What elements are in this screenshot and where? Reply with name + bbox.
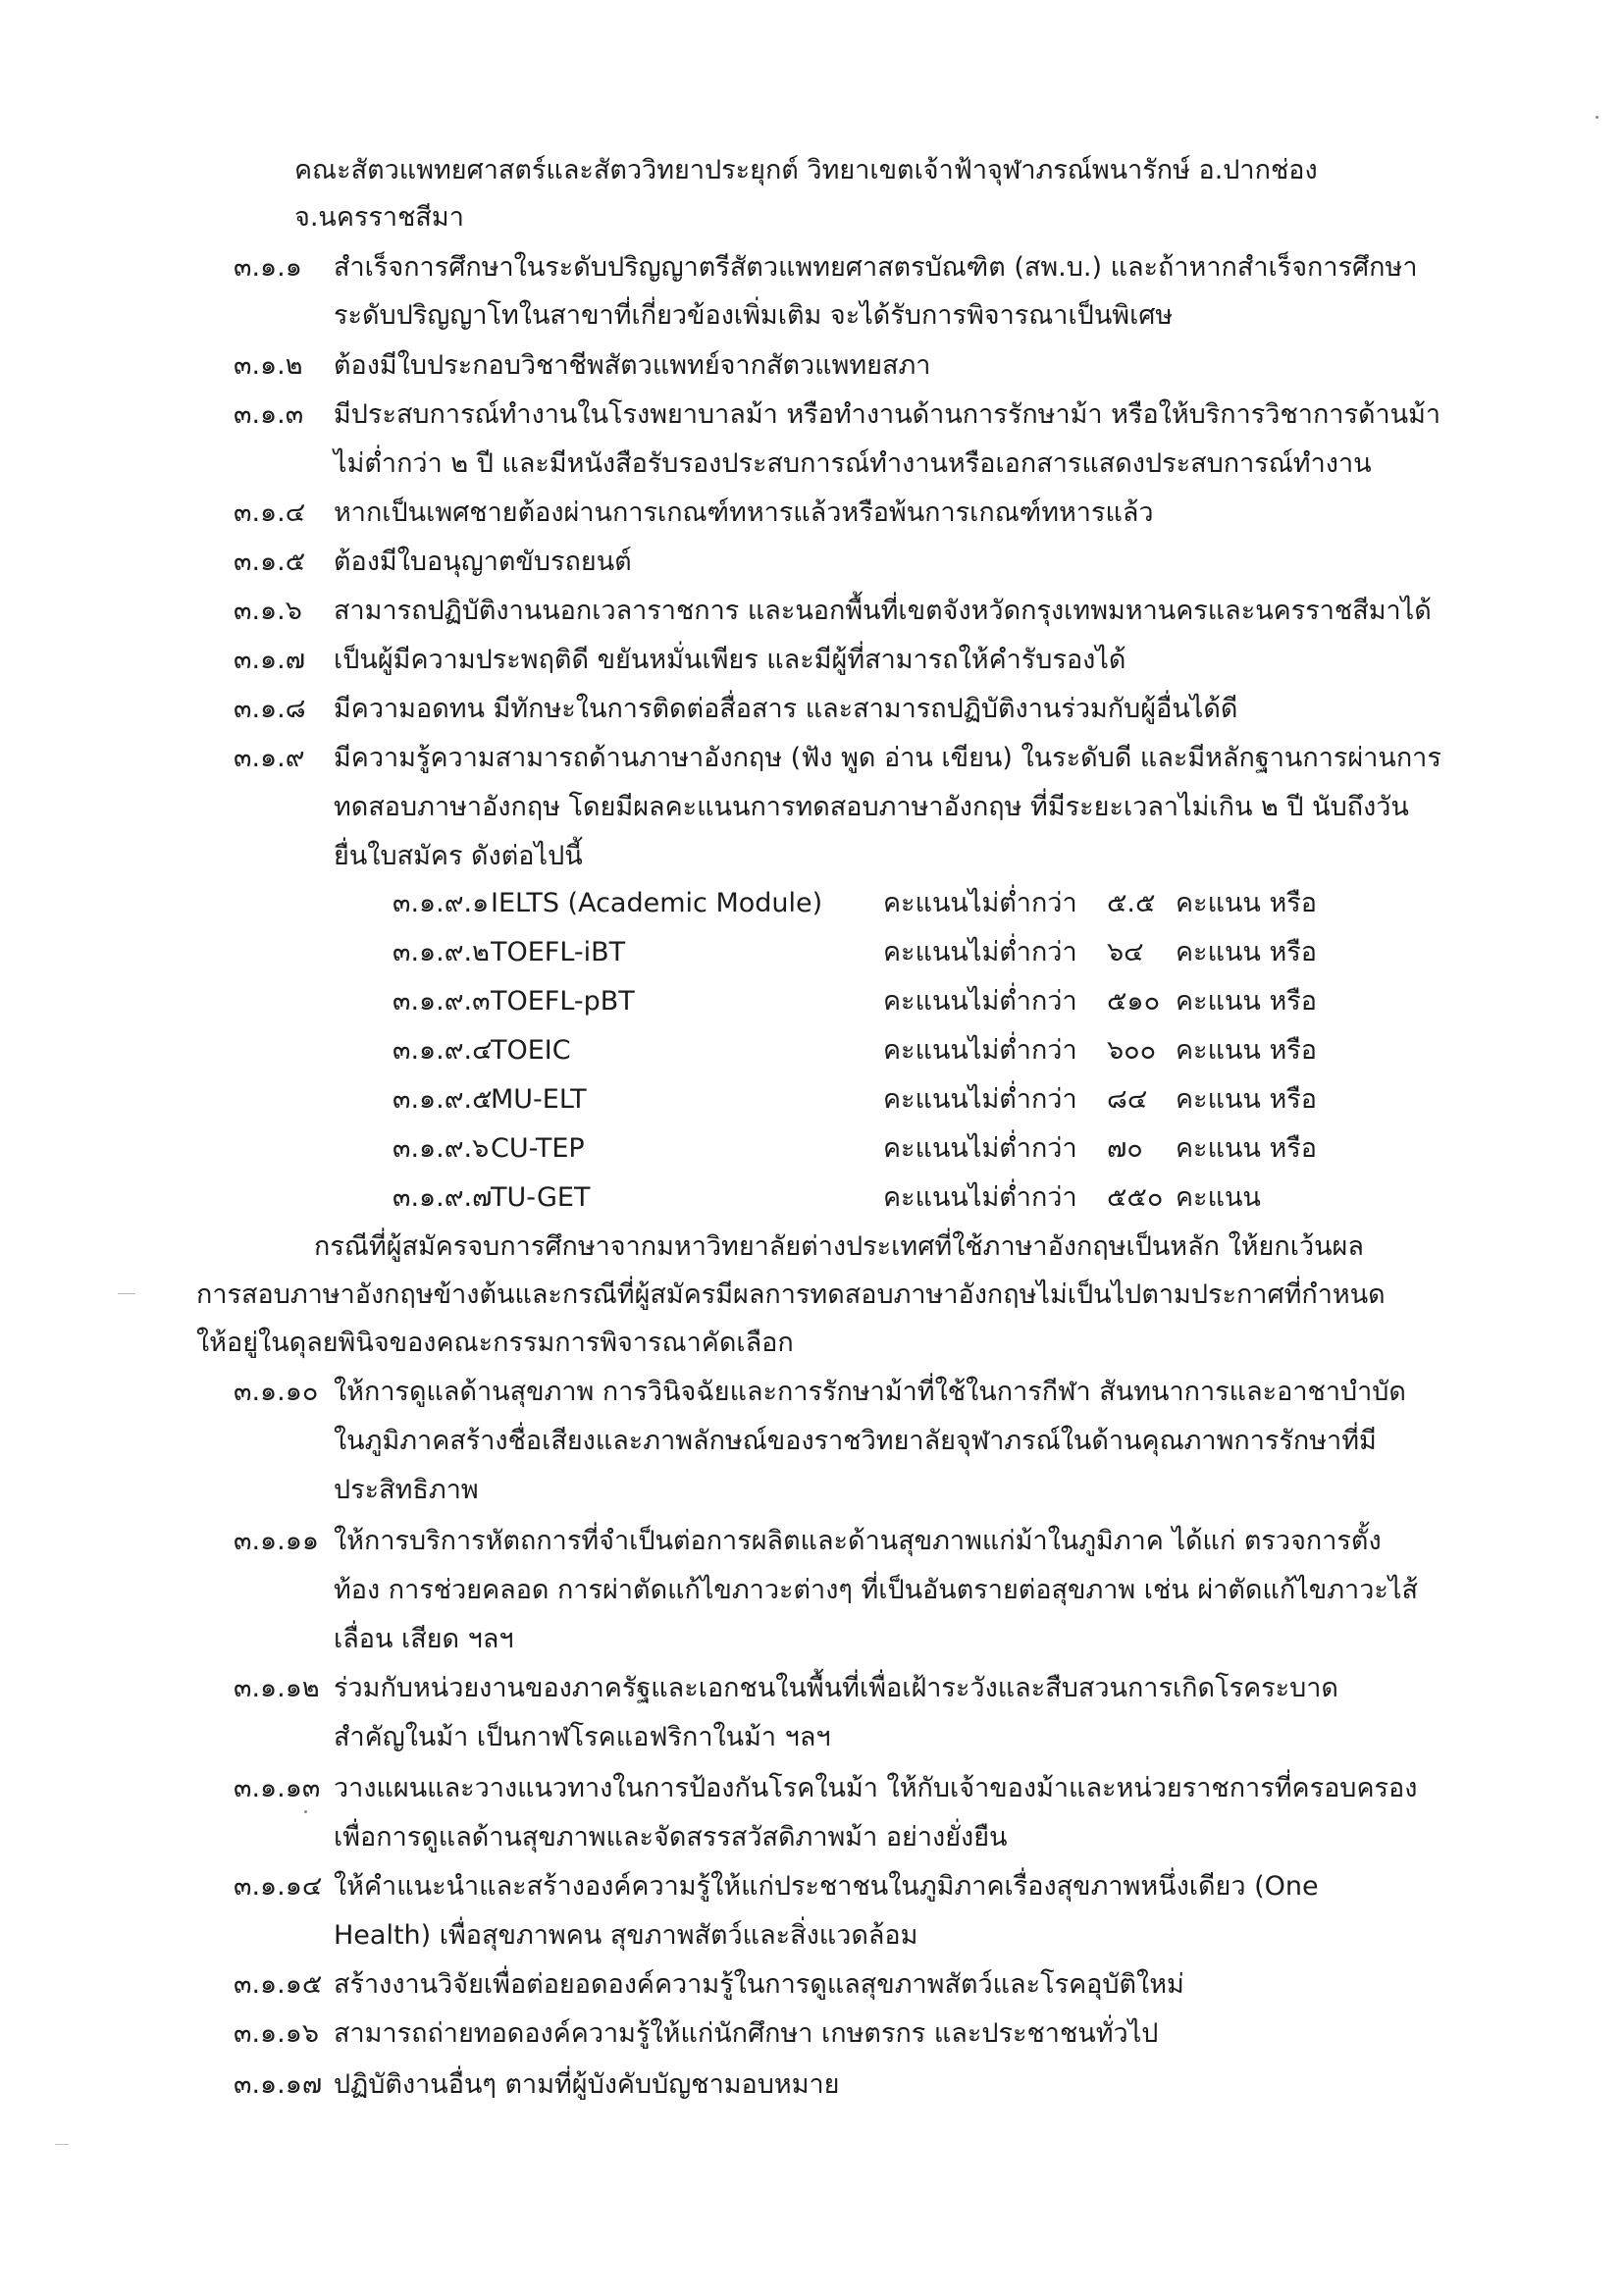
test-name: IELTS (Academic Module) — [491, 888, 823, 918]
test-score: ๕๑๐ — [1107, 986, 1161, 1017]
item-number: ๓.๑.๙ — [234, 743, 305, 773]
item-text: ต้องมีใบอนุญาตขับรถยนต์ — [334, 547, 632, 577]
item-text: ท้อง การช่วยคลอด การผ่าตัดแก้ไขภาวะต่างๆ ที่เป็นอันตรายต่อสุขภาพ เช่น ผ่าตัดแก้ไขภาวะไส้ — [334, 1575, 1418, 1605]
item-number: ๓.๑.๑๖ — [234, 2018, 320, 2049]
item-number: ๓.๑.๑๗ — [234, 2069, 323, 2100]
item-text: ปฏิบัติงานอื่นๆ ตามที่ผู้บังคับบัญชามอบหมาย — [334, 2069, 840, 2100]
test-score-prefix: คะแนนไม่ต่ำกว่า — [883, 1133, 1077, 1164]
test-number: ๓.๑.๙.๗ — [393, 1182, 493, 1213]
item-text: มีความรู้ความสามารถด้านภาษาอังกฤษ (ฟัง พูด อ่าน เขียน) ในระดับดี และมีหลักฐานการผ่านการ — [334, 743, 1441, 773]
item-text: สามารถปฏิบัติงานนอกเวลาราชการ และนอกพื้นที่เขตจังหวัดกรุงเทพมหานครและนครราชสีมาได้ — [334, 596, 1432, 626]
item-number: ๓.๑.๑๔ — [234, 1871, 323, 1902]
intro-line: จ.นครราชสีมา — [294, 202, 464, 233]
item-text: สำเร็จการศึกษาในระดับปริญญาตรีสัตวแพทยศาสตรบัณฑิต (สพ.บ.) และถ้าหากสำเร็จการศึกษา — [334, 252, 1418, 283]
item-text: ทดสอบภาษาอังกฤษ โดยมีผลคะแนนการทดสอบภาษาอังกฤษ ที่มีระยะเวลาไม่เกิน ๒ ปี นับถึงวัน — [334, 792, 1409, 822]
test-score-suffix: คะแนน หรือ — [1176, 986, 1317, 1017]
test-name: TOEFL-pBT — [491, 986, 635, 1017]
item-number: ๓.๑.๕ — [234, 547, 306, 577]
item-number: ๓.๑.๗ — [234, 645, 306, 675]
test-score-suffix: คะแนน หรือ — [1176, 1133, 1317, 1164]
item-number: ๓.๑.๘ — [234, 694, 306, 724]
item-number: ๓.๑.๑๕ — [234, 1969, 323, 2000]
test-number: ๓.๑.๙.๒ — [393, 937, 490, 967]
scan-speck — [55, 2144, 69, 2145]
item-number: ๓.๑.๔ — [234, 497, 306, 528]
item-text: มีประสบการณ์ทำงานในโรงพยาบาลม้า หรือทำงานด้านการรักษาม้า หรือให้บริการวิชาการด้านม้า — [334, 399, 1441, 430]
item-number: ๓.๑.๑๐ — [234, 1377, 319, 1407]
note-line: กรณีที่ผู้สมัครจบการศึกษาจากมหาวิทยาลัยต่างประเทศที่ใช้ภาษาอังกฤษเป็นหลัก ให้ยกเว้นผล — [314, 1231, 1364, 1262]
test-name: TU-GET — [491, 1182, 591, 1213]
item-text: สร้างงานวิจัยเพื่อต่อยอดองค์ความรู้ในการดูแลสุขภาพสัตว์และโรคอุบัติใหม่ — [334, 1969, 1184, 2000]
test-score: ๖๐๐ — [1107, 1035, 1157, 1066]
item-text: เพื่อการดูแลด้านสุขภาพและจัดสรรสวัสดิภาพม้า อย่างยั่งยืน — [334, 1822, 1008, 1852]
test-score: ๕๕๐ — [1107, 1182, 1164, 1213]
item-text: ในภูมิภาคสร้างชื่อเสียงและภาพลักษณ์ของราชวิทยาลัยจุฬาภรณ์ในด้านคุณภาพการรักษาที่มี — [334, 1426, 1377, 1456]
scan-speck — [118, 1293, 135, 1294]
test-score-prefix: คะแนนไม่ต่ำกว่า — [883, 986, 1077, 1017]
test-score: ๕.๕ — [1107, 888, 1156, 918]
item-text: ต้องมีใบประกอบวิชาชีพสัตวแพทย์จากสัตวแพทยสภา — [334, 350, 931, 381]
item-text: ให้คำแนะนำและสร้างองค์ความรู้ให้แก่ประชาชนในภูมิภาคเรื่องสุขภาพหนึ่งเดียว (One — [334, 1871, 1319, 1902]
item-number: ๓.๑.๓ — [234, 399, 304, 430]
item-number: ๓.๑.๑๒ — [234, 1673, 320, 1703]
test-score-prefix: คะแนนไม่ต่ำกว่า — [883, 1084, 1077, 1115]
item-text: วางแผนและวางแนวทางในการป้องกันโรคในม้า ให้กับเจ้าของม้าและหน่วยราชการที่ครอบครอง — [334, 1773, 1418, 1803]
test-score-prefix: คะแนนไม่ต่ำกว่า — [883, 1035, 1077, 1066]
item-text: ร่วมกับหน่วยงานของภาครัฐและเอกชนในพื้นที่เพื่อเฝ้าระวังและสืบสวนการเกิดโรคระบาด — [334, 1673, 1338, 1703]
test-name: MU-ELT — [491, 1084, 587, 1115]
item-number: ๓.๑.๒ — [234, 350, 303, 381]
test-score-suffix: คะแนน หรือ — [1176, 1035, 1317, 1066]
item-text: Health) เพื่อสุขภาพคน สุขภาพสัตว์และสิ่งแวดล้อม — [334, 1920, 918, 1951]
test-score: ๘๔ — [1107, 1084, 1148, 1115]
test-score-prefix: คะแนนไม่ต่ำกว่า — [883, 937, 1077, 967]
scan-speck — [1596, 116, 1598, 119]
test-score: ๗๐ — [1107, 1133, 1143, 1164]
test-number: ๓.๑.๙.๖ — [393, 1133, 490, 1164]
item-text: หากเป็นเพศชายต้องผ่านการเกณฑ์ทหารแล้วหรือพ้นการเกณฑ์ทหารแล้ว — [334, 497, 1154, 528]
item-text: ประสิทธิภาพ — [334, 1475, 479, 1505]
item-text: ไม่ต่ำกว่า ๒ ปี และมีหนังสือรับรองประสบการณ์ทำงานหรือเอกสารแสดงประสบการณ์ทำงาน — [334, 448, 1372, 479]
test-name: CU-TEP — [491, 1133, 585, 1164]
test-name: TOEIC — [491, 1035, 571, 1066]
item-text: ให้การบริการหัตถการที่จำเป็นต่อการผลิตและด้านสุขภาพแก่ม้าในภูมิภาค ได้แก่ ตรวจการตั้ง — [334, 1526, 1382, 1556]
intro-line: คณะสัตวแพทยศาสตร์และสัตววิทยาประยุกต์ วิทยาเขตเจ้าฟ้าจุฬาภรณ์พนารักษ์ อ.ปากช่อง — [294, 155, 1318, 185]
item-number: ๓.๑.๑๓ — [234, 1773, 321, 1803]
scan-speck — [304, 1810, 307, 1813]
test-number: ๓.๑.๙.๑ — [393, 888, 490, 918]
item-text: เลื่อน เสียด ฯลฯ — [334, 1624, 514, 1654]
test-number: ๓.๑.๙.๕ — [393, 1084, 493, 1115]
test-score-prefix: คะแนนไม่ต่ำกว่า — [883, 888, 1077, 918]
note-line: ให้อยู่ในดุลยพินิจของคณะกรรมการพิจารณาคัดเลือก — [196, 1328, 794, 1358]
test-score-suffix: คะแนน — [1176, 1182, 1261, 1213]
item-text: ให้การดูแลด้านสุขภาพ การวินิจฉัยและการรักษาม้าที่ใช้ในการกีฬา สันทนาการและอาชาบำบัด — [334, 1377, 1406, 1407]
item-text: ระดับปริญญาโทในสาขาที่เกี่ยวข้องเพิ่มเติม จะได้รับการพิจารณาเป็นพิเศษ — [334, 300, 1174, 331]
note-line: การสอบภาษาอังกฤษข้างต้นและกรณีที่ผู้สมัครมีผลการทดสอบภาษาอังกฤษไม่เป็นไปตามประกาศที่กำหนด — [196, 1279, 1386, 1310]
test-name: TOEFL-iBT — [491, 937, 626, 967]
item-text: ยื่นใบสมัคร ดังต่อไปนี้ — [334, 841, 583, 871]
item-number: ๓.๑.๖ — [234, 596, 302, 626]
test-score-suffix: คะแนน หรือ — [1176, 937, 1317, 967]
test-score-prefix: คะแนนไม่ต่ำกว่า — [883, 1182, 1077, 1213]
item-text: มีความอดทน มีทักษะในการติดต่อสื่อสาร และสามารถปฏิบัติงานร่วมกับผู้อื่นได้ดี — [334, 694, 1238, 724]
item-text: สามารถถ่ายทอดองค์ความรู้ให้แก่นักศึกษา เกษตรกร และประชาชนทั่วไป — [334, 2018, 1159, 2049]
test-number: ๓.๑.๙.๓ — [393, 986, 491, 1017]
test-score-suffix: คะแนน หรือ — [1176, 888, 1317, 918]
test-score-suffix: คะแนน หรือ — [1176, 1084, 1317, 1115]
test-score: ๖๔ — [1107, 937, 1144, 967]
item-number: ๓.๑.๑๑ — [234, 1526, 320, 1556]
item-text: เป็นผู้มีความประพฤติดี ขยันหมั่นเพียร และมีผู้ที่สามารถให้คำรับรองได้ — [334, 645, 1126, 675]
item-number: ๓.๑.๑ — [234, 252, 302, 283]
test-number: ๓.๑.๙.๔ — [393, 1035, 493, 1066]
item-text: สำคัญในม้า เป็นกาฬโรคแอฟริกาในม้า ฯลฯ — [334, 1722, 831, 1752]
